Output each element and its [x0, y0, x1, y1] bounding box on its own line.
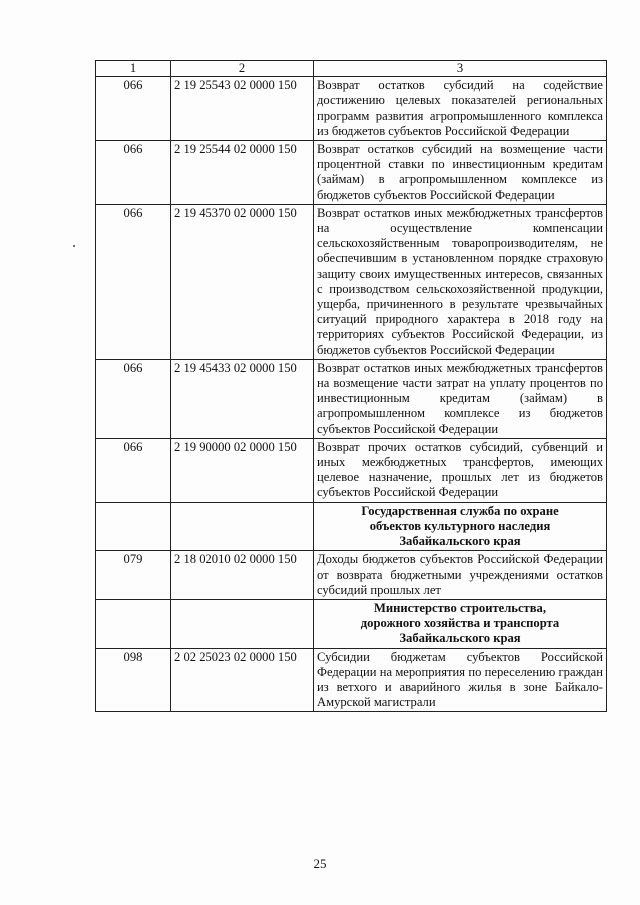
section-heading-line: объектов культурного наследия — [369, 518, 551, 533]
budget-codes-table — [95, 60, 607, 712]
column-header: 2 — [171, 61, 314, 77]
empty-cell — [171, 599, 314, 648]
section-heading — [314, 599, 607, 648]
revenue-code-cell: 2 19 90000 02 0000 150 — [171, 438, 314, 502]
description-cell: Субсидии бюджетам субъектов Российской Федерации на мероприятия по переселению граждан из ветхого и аварийного жилья в зоне Байкало-Амурской магистрали — [314, 648, 607, 712]
table-row — [96, 648, 607, 712]
section-heading-row — [96, 502, 607, 551]
admin-code-cell: 066 — [96, 359, 171, 438]
revenue-code-cell: 2 19 45370 02 0000 150 — [171, 204, 314, 359]
section-heading-line: Государственная служба по охране — [361, 503, 559, 518]
admin-code-cell: 066 — [96, 141, 171, 205]
page-number: 25 — [313, 856, 327, 871]
table-row — [96, 77, 607, 141]
description-cell: Возврат остатков субсидий на возмещение части процентной ставки по инвестиционным кредитам (займам) в агропромышленном комплексе из бюджетов субъектов Российской Федерации — [314, 141, 607, 205]
table-row — [96, 551, 607, 600]
revenue-code-cell: 2 02 25023 02 0000 150 — [171, 648, 314, 712]
column-header: 1 — [96, 61, 171, 77]
revenue-code-cell: 2 18 02010 02 0000 150 — [171, 551, 314, 600]
empty-cell — [171, 502, 314, 551]
empty-cell — [96, 599, 171, 648]
admin-code-cell: 079 — [96, 551, 171, 600]
table-header-row — [96, 61, 607, 77]
description-cell: Доходы бюджетов субъектов Российской Федерации от возврата бюджетными учреждениями остатков субсидий прошлых лет — [314, 551, 607, 600]
admin-code-cell: 066 — [96, 77, 171, 141]
scan-speck — [73, 245, 75, 247]
table-row — [96, 204, 607, 359]
admin-code-cell: 098 — [96, 648, 171, 712]
section-heading — [314, 502, 607, 551]
section-heading-row — [96, 599, 607, 648]
description-cell: Возврат остатков иных межбюджетных трансфертов на осуществление компенсации сельскохозяйственным товаропроизводителям, не обеспечившим в установленном порядке страховую защиту своих имущественных интересов, связанных с производством сельскохозяйственной продукции, ущерба, причиненного в результате чрезвычайных ситуаций природного характера в 2018 году на территориях субъектов Российской Федерации, из бюджетов субъектов Российской Федерации — [314, 204, 607, 359]
table-row — [96, 438, 607, 502]
admin-code-cell: 066 — [96, 438, 171, 502]
section-heading-line: Забайкальского края — [399, 534, 521, 549]
section-heading-line: Министерство строительства, — [374, 600, 546, 615]
column-header: 3 — [314, 61, 607, 77]
table-row — [96, 359, 607, 438]
revenue-code-cell: 2 19 25543 02 0000 150 — [171, 77, 314, 141]
admin-code-cell: 066 — [96, 204, 171, 359]
section-heading-line: Забайкальского края — [399, 631, 521, 646]
table-row — [96, 141, 607, 205]
description-cell: Возврат прочих остатков субсидий, субвенций и иных межбюджетных трансфертов, имеющих целевое назначение, прошлых лет из бюджетов субъектов Российской Федерации — [314, 438, 607, 502]
table-body — [96, 77, 607, 712]
description-cell: Возврат остатков субсидий на содействие достижению целевых показателей региональных программ развития агропромышленного комплекса из бюджетов субъектов Российской Федерации — [314, 77, 607, 141]
section-heading-line: дорожного хозяйства и транспорта — [360, 616, 560, 631]
description-cell: Возврат остатков иных межбюджетных трансфертов на возмещение части затрат на уплату процентов по инвестиционным кредитам (займам) в агропромышленном комплексе из бюджетов субъектов Российской Федерации — [314, 359, 607, 438]
revenue-code-cell: 2 19 25544 02 0000 150 — [171, 141, 314, 205]
revenue-code-cell: 2 19 45433 02 0000 150 — [171, 359, 314, 438]
empty-cell — [96, 502, 171, 551]
